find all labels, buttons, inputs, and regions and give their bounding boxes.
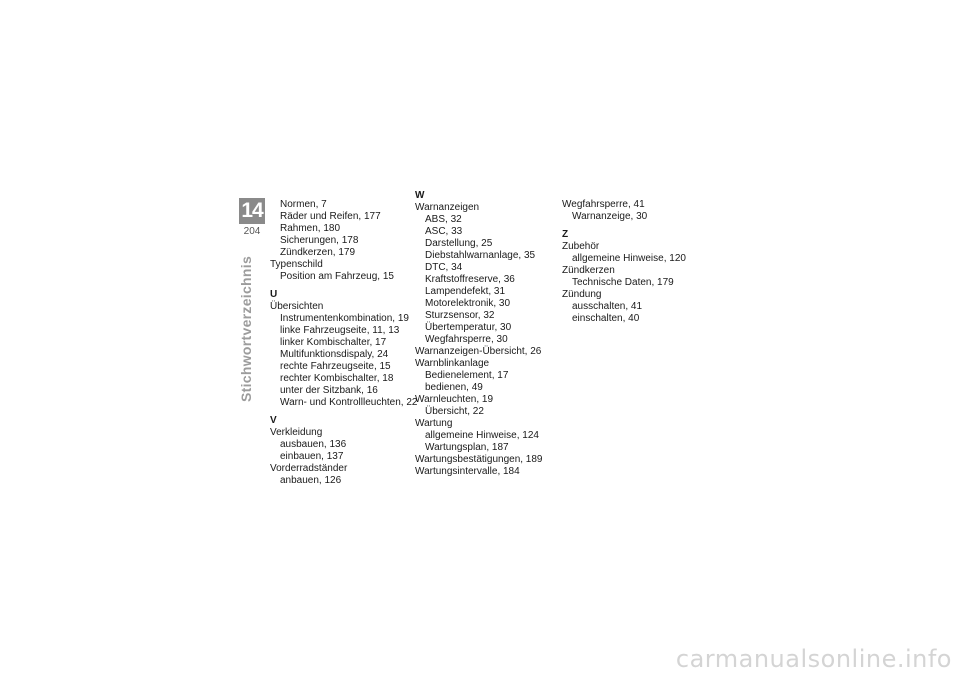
index-letter-heading: V (270, 415, 277, 426)
index-subentry: unter der Sitzbank, 16 (280, 385, 378, 396)
index-entry: Warnleuchten, 19 (415, 394, 494, 405)
index-entry: Wartungsbestätigungen, 189 (415, 454, 543, 465)
index-subentry: Rahmen, 180 (280, 223, 341, 234)
index-letter-heading: Z (562, 229, 569, 240)
index-subentry: Übersicht, 22 (425, 406, 484, 417)
index-subentry: Lampendefekt, 31 (425, 286, 506, 297)
index-letter-heading: W (415, 190, 425, 201)
index-subentry: Wartungsplan, 187 (425, 442, 509, 453)
index-entry: Wegfahrsperre, 41 (562, 199, 645, 210)
index-subentry: linke Fahrzeugseite, 11, 13 (280, 325, 400, 336)
index-subentry: Warnanzeige, 30 (572, 211, 648, 222)
index-subentry: Bedienelement, 17 (425, 370, 509, 381)
index-subentry: Multifunktionsdispaly, 24 (280, 349, 389, 360)
index-subentry: ABS, 32 (425, 214, 462, 225)
index-subentry: Motorelektronik, 30 (425, 298, 511, 309)
index-subentry: allgemeine Hinweise, 124 (425, 430, 539, 441)
index-entry: Übersichten (270, 301, 324, 312)
index-subentry: Sicherungen, 178 (280, 235, 359, 246)
index-subentry: Technische Daten, 179 (572, 277, 674, 288)
index-subentry: einschalten, 40 (572, 313, 640, 324)
index-entry: Warnblinkanlage (415, 358, 490, 369)
section-title: Stichwortverzeichnis (238, 255, 254, 402)
index-entry: Warnanzeigen (415, 202, 480, 213)
index-subentry: linker Kombischalter, 17 (280, 337, 387, 348)
watermark: carmanualsonline.info (675, 645, 952, 673)
index-subentry: Darstellung, 25 (425, 238, 493, 249)
index-entry: Typenschild (270, 259, 323, 270)
index-subentry: Übertemperatur, 30 (425, 322, 512, 333)
index-entry: Zubehör (562, 241, 600, 252)
index-subentry: Position am Fahrzeug, 15 (280, 271, 394, 282)
index-entry: Zündkerzen (562, 265, 615, 276)
index-subentry: rechter Kombischalter, 18 (280, 373, 394, 384)
index-subentry: Zündkerzen, 179 (280, 247, 356, 258)
index-column-1 (270, 199, 418, 487)
index-column-2 (415, 190, 550, 478)
index-entry: Warnanzeigen-Übersicht, 26 (415, 346, 542, 357)
index-entry: Zündung (562, 289, 602, 300)
index-subentry: Warn- und Kontrollleuchten, 22 (280, 397, 418, 408)
index-subentry: Räder und Reifen, 177 (280, 211, 381, 222)
index-subentry: bedienen, 49 (425, 382, 483, 393)
chapter-tab (239, 198, 265, 237)
index-subentry: allgemeine Hinweise, 120 (572, 253, 686, 264)
index-subentry: Diebstahlwarnanlage, 35 (425, 250, 536, 261)
index-entry: Vorderradständer (270, 463, 348, 474)
index-subentry: ausbauen, 136 (280, 439, 347, 450)
index-letter-heading: U (270, 289, 278, 300)
index-subentry: einbauen, 137 (280, 451, 344, 462)
page-number: 204 (243, 226, 261, 237)
index-entry: Wartungsintervalle, 184 (415, 466, 520, 477)
index-entry: Verkleidung (270, 427, 323, 438)
index-subentry: Normen, 7 (280, 199, 327, 210)
index-subentry: ASC, 33 (425, 226, 463, 237)
index-subentry: Kraftstoffreserve, 36 (425, 274, 515, 285)
index-subentry: ausschalten, 41 (572, 301, 643, 312)
index-column-3 (562, 199, 702, 325)
index-entry: Wartung (415, 418, 453, 429)
chapter-number: 14 (239, 198, 265, 224)
index-subentry: Sturzsensor, 32 (425, 310, 495, 321)
index-subentry: anbauen, 126 (280, 475, 342, 486)
index-subentry: Wegfahrsperre, 30 (425, 334, 508, 345)
index-subentry: DTC, 34 (425, 262, 463, 273)
index-subentry: rechte Fahrzeugseite, 15 (280, 361, 391, 372)
index-subentry: Instrumentenkombination, 19 (280, 313, 409, 324)
